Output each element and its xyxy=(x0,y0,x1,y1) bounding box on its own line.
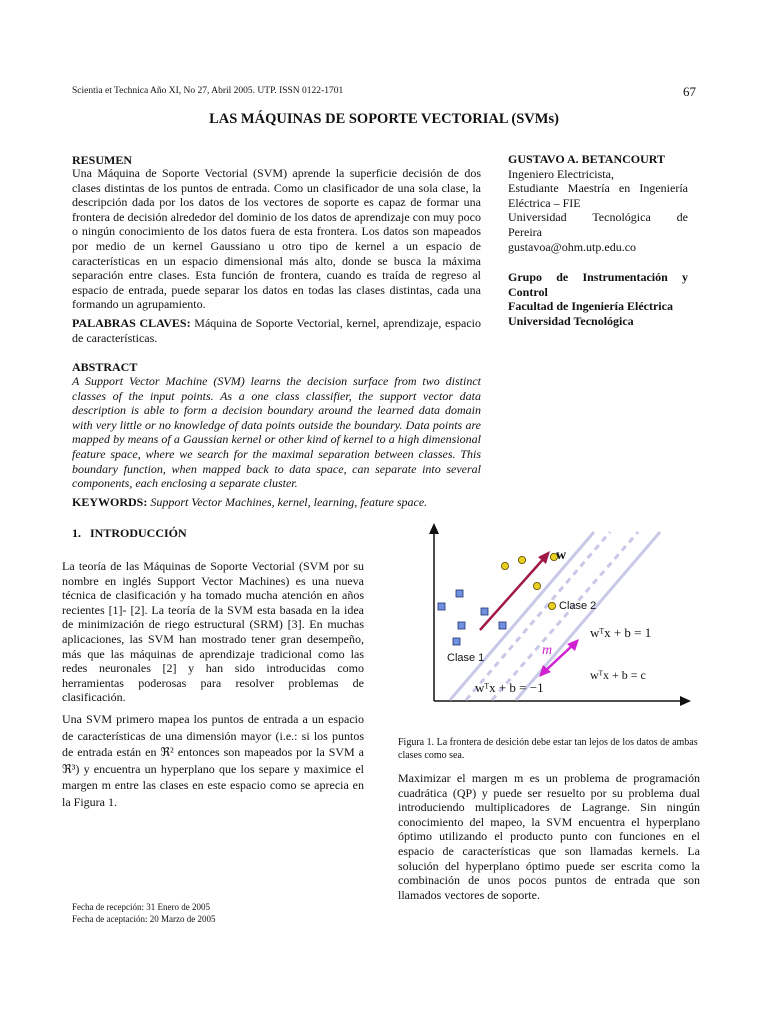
author-line: Pereira xyxy=(508,224,542,239)
resumen-text: Una Máquina de Soporte Vectorial (SVM) aprende la superficie decisión de dos clases distintas de los puntos de entrada. Como un clasificador de una sola clase, la descripción dada por los datos de los vectores de soporte es capaz de formar una frontera de decisión alrededor del dominio de los datos de aprendizaje con muy poco o ningún conocimiento de los datos fuera de esta frontera. Los datos son mapeados por medio de un kernel Gaussiano u otro tipo de kernel a un espacio de características en un espacio dimensional más alto, donde se busca la máxima separación entre clases. Esta función de frontera, cuando es traída de regreso al espacio de entrada, puede separar los datos en todas las clases distintas, cada una formando un agrupamiento. xyxy=(72,166,481,312)
clase-1-label: Clase 1 xyxy=(447,652,485,664)
class1-point xyxy=(438,603,445,610)
clase-2-label: Clase 2 xyxy=(559,600,597,612)
abstract-text: A Support Vector Machine (SVM) learns the decision surface from two distinct classes of the input points. As a one class classifier, the support vector data description is able to form a decision boundary around the learned data domain with very little or no knowledge of data points outside the boundary. Data points are mapped by means of a Gaussian kernel or other kind of kernel to a high dimensional feature space, where we search for the maximal separation between classes. This boundary function, when mapped back to data space, can separate into several components, each enclosing a separate cluster. xyxy=(72,374,481,491)
y-axis-arrow xyxy=(429,523,439,534)
intro-paragraph-2: Una SVM primero mapea los puntos de entrada a un espacio de características de una dimensión mayor (i.e.: si los puntos de entrada están en ℜ² entonces son mapeados por la SVM a ℜ³) y encuentra un hyperplano que los separe y maximice el margen m entre las clases en este espacio como se aprecia en la Figura 1. xyxy=(62,712,364,809)
footnote-accepted: Fecha de aceptación: 20 Marzo de 2005 xyxy=(72,914,216,924)
class2-point xyxy=(501,562,508,569)
author-line: Universidad Tecnológica de xyxy=(508,210,688,225)
equation-minus-one: wᵀx + b = −1 xyxy=(475,680,544,695)
author-email: gustavoa@ohm.utp.edu.co xyxy=(508,239,637,254)
w-label: w xyxy=(556,548,567,563)
right-paragraph: Maximizar el margen m es un problema de programación cuadrática (QP) y puede ser resuelto por su problema dual introduciendo multiplicadores de Lagrange. Sin ningún conocimiento del mapeo, la SVM encuentra el hyperplano óptimo utilizando el producto punto con funciones en el espacio de características que son llamadas kernels. La solución del hyperplano óptimo puede ser escrita como la combinación de unos pocos puntos de entrada que son llamados vectores de soporte. xyxy=(398,771,700,902)
class2-point xyxy=(518,556,525,563)
figure-caption: Figura 1. La frontera de desición debe estar tan lejos de los datos de ambas clases como sea. xyxy=(398,737,698,761)
intro-paragraph-1: La teoría de las Máquinas de Soporte Vectorial (SVM por su nombre en inglés Support Vector Machines) es una nueva técnica de clasificación y ha tomado mucha atención en años recientes [1]- [2]. La teoría de la SVM esta basada en la idea de minimización de riego estructural (SRM) [3]. En muchas aplicaciones, las SVM han mostrado tener gran desempeño, más que las máquinas de aprendizaje tradicional como las redes neuronales [2] y han sido introducidas como herramientas poderosas para resolver problemas de clasificación. xyxy=(62,559,364,705)
keywords-label: KEYWORDS: xyxy=(72,495,148,509)
equation-c: wᵀx + b = c xyxy=(590,668,646,682)
equation-plus-one: wᵀx + b = 1 xyxy=(590,625,652,640)
author-line: Ingeniero Electricista, xyxy=(508,166,614,181)
class2-point xyxy=(533,582,540,589)
group-line: Control xyxy=(508,284,548,299)
x-axis-arrow xyxy=(680,696,691,706)
abstract-heading: ABSTRACT xyxy=(72,360,138,374)
author-line: Estudiante Maestría en Ingeniería xyxy=(508,181,688,196)
m-label: m xyxy=(542,643,553,658)
journal-header: Scientia et Technica Año XI, No 27, Abril 2005. UTP. ISSN 0122-1701 xyxy=(72,86,344,96)
palabras-claves xyxy=(72,316,481,345)
figure-1-svg xyxy=(398,520,698,716)
palabras-label: PALABRAS CLAVES: xyxy=(72,316,191,330)
class2-point xyxy=(548,602,555,609)
w-vector xyxy=(480,556,546,630)
class1-point xyxy=(456,590,463,597)
class1-point xyxy=(453,638,460,645)
keywords-text: Support Vector Machines, kernel, learning, feature space. xyxy=(150,495,428,509)
group-line: Grupo de Instrumentación y xyxy=(508,270,688,285)
author-block xyxy=(508,152,688,329)
paper-title: LAS MÁQUINAS DE SOPORTE VECTORIAL (SVMs) xyxy=(209,111,559,127)
class1-point xyxy=(481,608,488,615)
footnote-received: Fecha de recepción: 31 Enero de 2005 xyxy=(72,902,210,912)
group-line: Universidad Tecnológica xyxy=(508,313,634,328)
class1-point xyxy=(499,622,506,629)
class1-point xyxy=(458,622,465,629)
resumen-heading: RESUMEN xyxy=(72,153,133,167)
palabras-text: Máquina de Soporte Vectorial, kernel, aprendizaje, espacio de características. xyxy=(72,316,482,345)
group-line: Facultad de Ingeniería Eléctrica xyxy=(508,299,673,314)
keywords xyxy=(72,495,481,510)
page-number: 67 xyxy=(683,84,696,99)
author-line: Eléctrica – FIE xyxy=(508,195,581,210)
author-name: GUSTAVO A. BETANCOURT xyxy=(508,152,666,166)
intro-heading: 1. INTRODUCCIÓN xyxy=(72,526,187,540)
